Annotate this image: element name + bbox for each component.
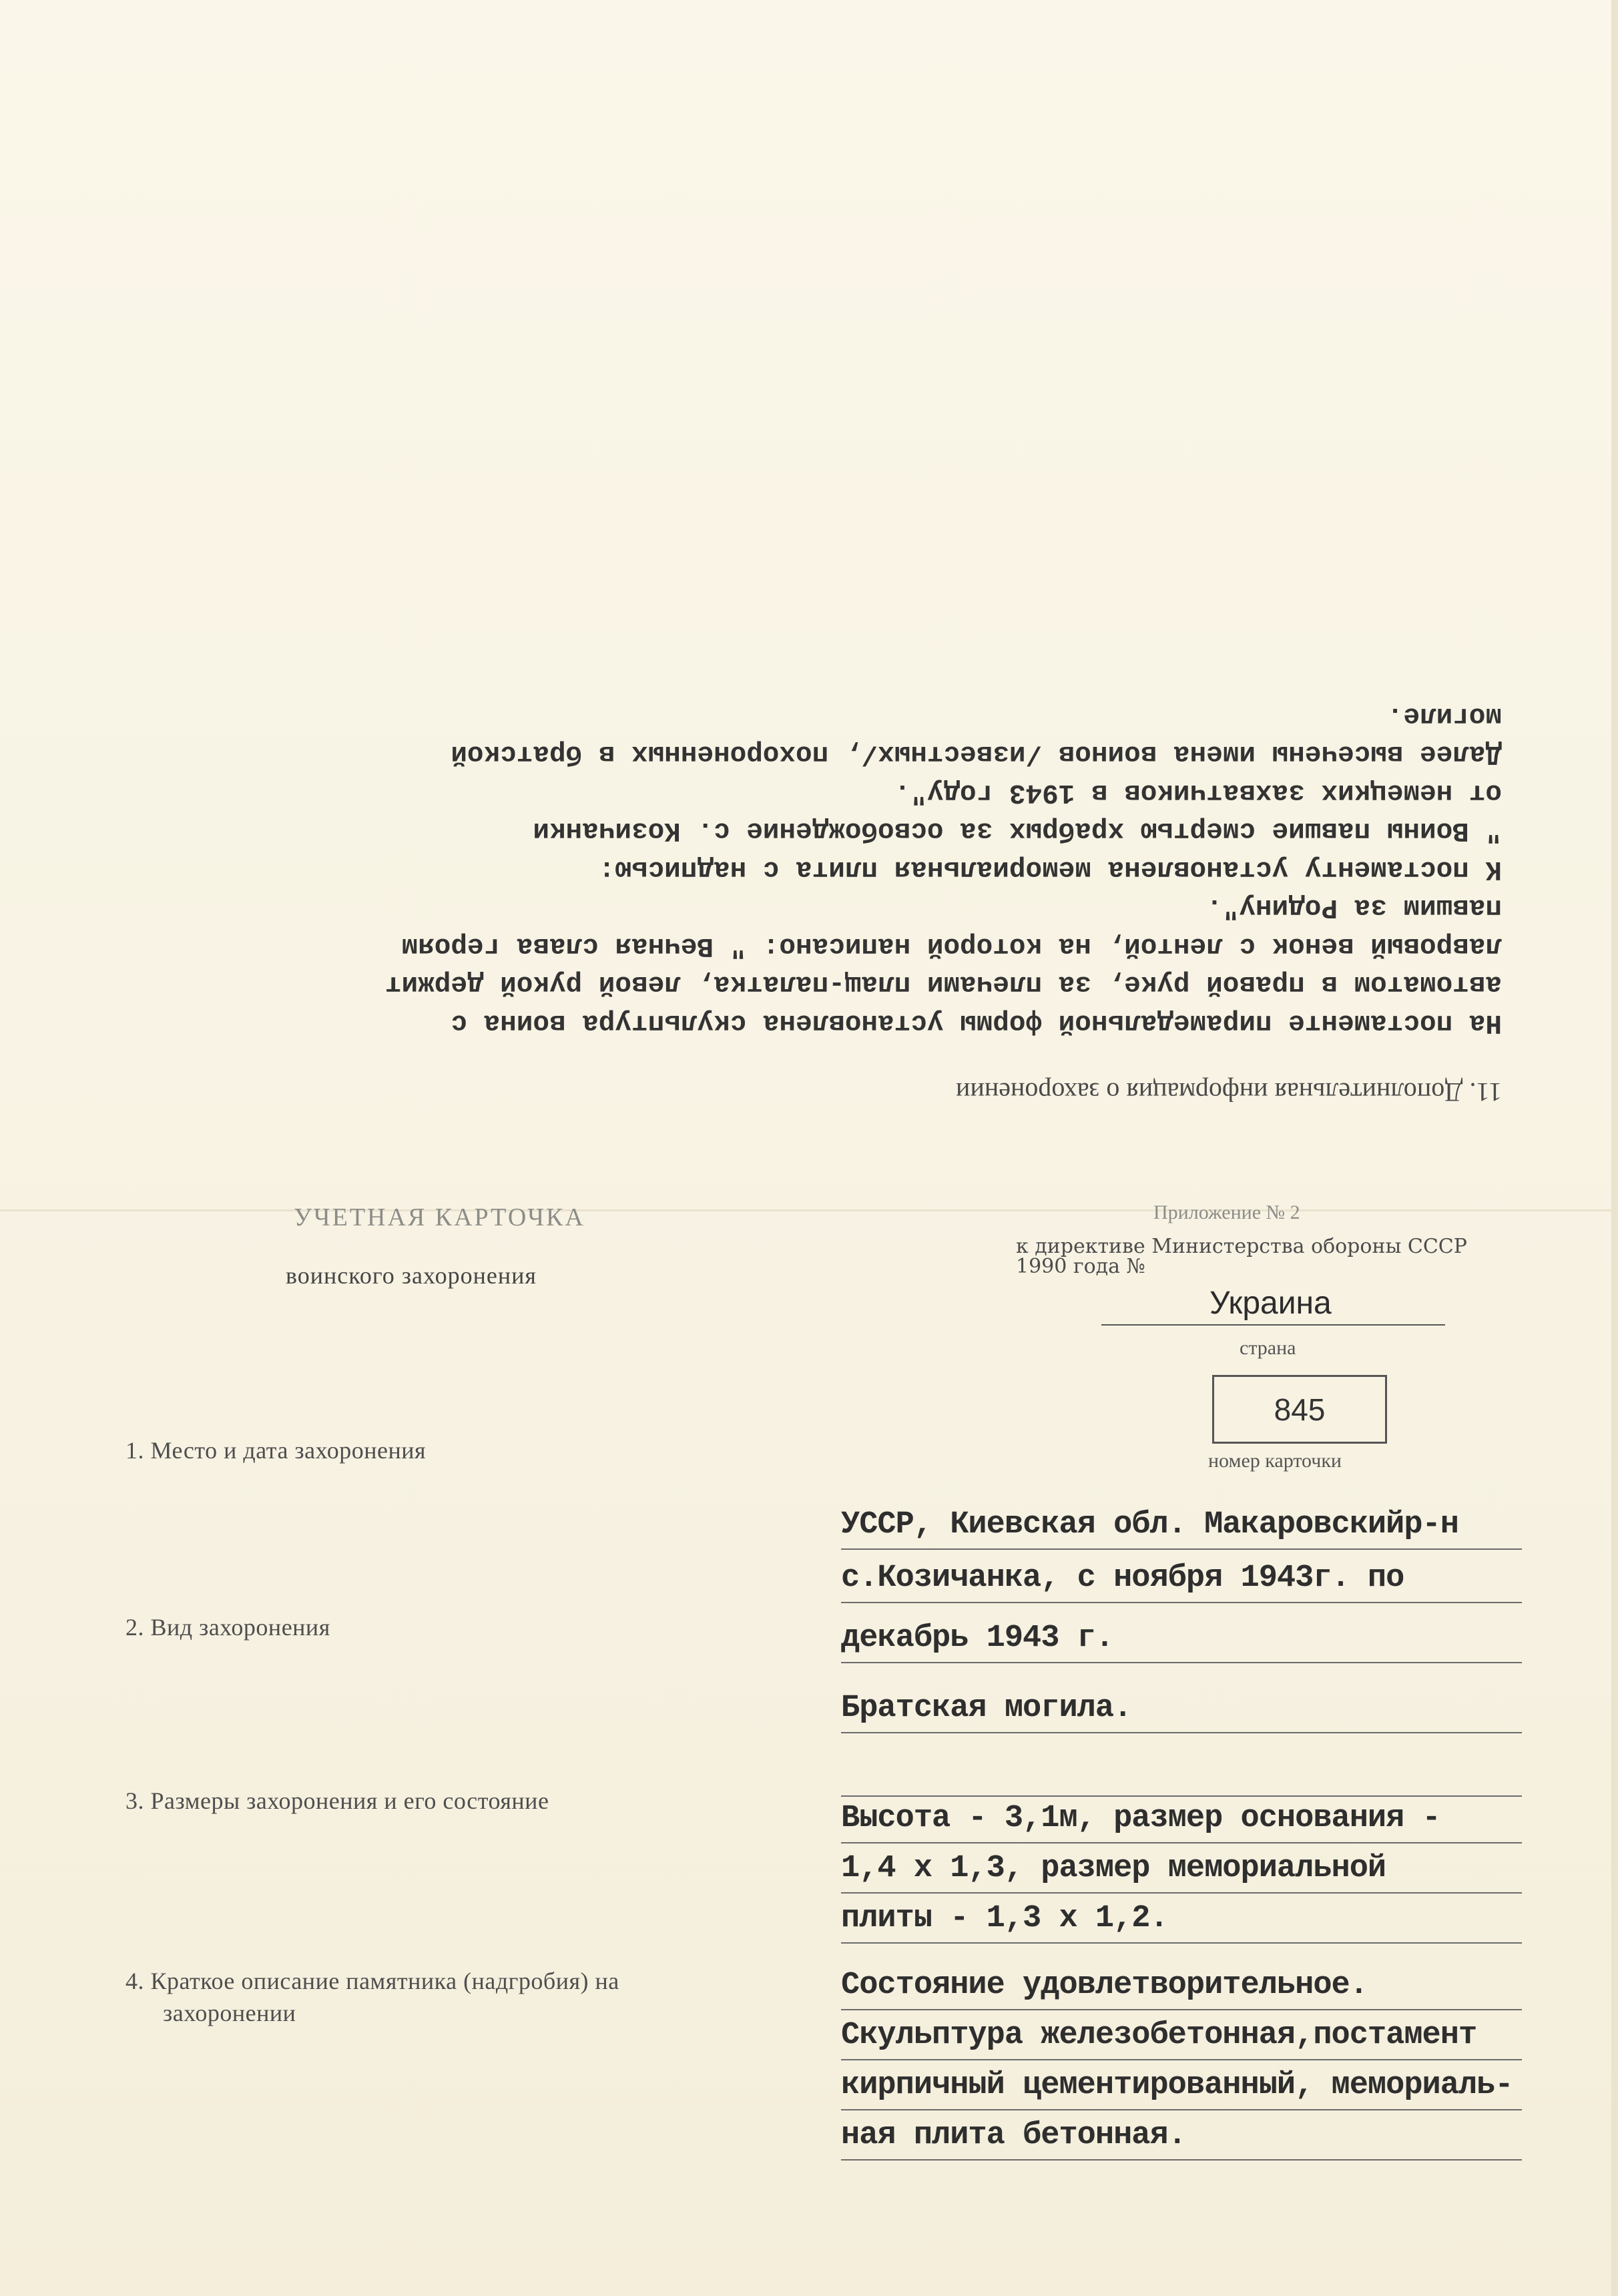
text-line: На постаменте пирамедальной формы установлена скульптура воина с <box>451 1007 1502 1038</box>
field-label-burial-type: 2. Вид захоронения <box>125 1614 330 1641</box>
text-line: от немецких захватчиков в 1943 году". <box>894 777 1502 808</box>
answer-line: Высота - 3,1м, размер основания - <box>841 1795 1522 1843</box>
answer-line: кирпичный цементированный, мемориаль- <box>841 2062 1522 2110</box>
country-underline <box>1101 1324 1445 1326</box>
card-subtitle: воинского захоронения <box>286 1262 537 1289</box>
answer-line: плиты - 1,3 х 1,2. <box>841 1896 1522 1944</box>
page-edge <box>1611 0 1618 2296</box>
answer-line: 1,4 х 1,3, размер мемориальной <box>841 1845 1522 1894</box>
text-line: " Воины павшие смертью храбрых за освобождение с. Козичанки <box>533 815 1502 846</box>
answer-line: с.Козичанка, с ноября 1943г. по <box>841 1555 1522 1603</box>
answer-line: УССР, Киевская обл. Макаровскийр-н <box>841 1502 1522 1550</box>
text-line: Далее высечены имена воинов /известных/, похороненных в братской <box>451 738 1502 770</box>
answer-line: декабрь 1943 г. <box>841 1615 1522 1663</box>
fold-line <box>0 1209 1618 1211</box>
field-label-monument-description: 4. Краткое описание памятника (надгробия) на <box>125 1968 619 1994</box>
answer-line <box>841 1749 1522 1797</box>
field-label-burial-place: 1. Место и дата захоронения <box>125 1437 427 1464</box>
answer-line: ная плита бетонная. <box>841 2112 1522 2161</box>
card-title: УЧЕТНАЯ КАРТОЧКА <box>294 1203 585 1231</box>
text-line: К постаменту установлена мемориальная плита с надписью: <box>598 854 1502 884</box>
country-label: страна <box>1240 1337 1296 1359</box>
directive-line: 1990 года № <box>1016 1255 1145 1278</box>
card-number: 845 <box>1274 1392 1326 1427</box>
card-number-box <box>1212 1375 1387 1444</box>
additional-info-text <box>167 696 1502 1042</box>
upside-down-section <box>147 494 1515 1108</box>
answer-line: Состояние удовлетворительное. <box>841 1962 1522 2010</box>
text-line: павшим за Родину". <box>1206 892 1502 923</box>
field-label-burial-size: 3. Размеры захоронения и его состояние <box>125 1787 549 1814</box>
directive-line: к директиве Министерства обороны СССР <box>1016 1235 1467 1258</box>
additional-info-heading: 11. Дополнительная информация о захоронении <box>956 1077 1502 1107</box>
text-line: могиле. <box>1386 700 1502 731</box>
field-label-monument-description-cont: захоронении <box>163 2000 296 2026</box>
answer-line: Братская могила. <box>841 1685 1522 1733</box>
answer-line: Скульптура железобетонная,постамент <box>841 2012 1522 2060</box>
text-line: лавровый венок с лентой, на которой написано: " Вечная слава героям <box>401 930 1502 961</box>
directive-text <box>1016 1237 1467 1277</box>
appendix-label: Приложение № 2 <box>1153 1201 1300 1223</box>
text-line: автоматом в правой руке, за плечами плащ-палатка, левой рукой держит <box>384 968 1502 1000</box>
country-value: Украина <box>1209 1285 1332 1321</box>
card-number-label: номер карточки <box>1208 1450 1342 1472</box>
